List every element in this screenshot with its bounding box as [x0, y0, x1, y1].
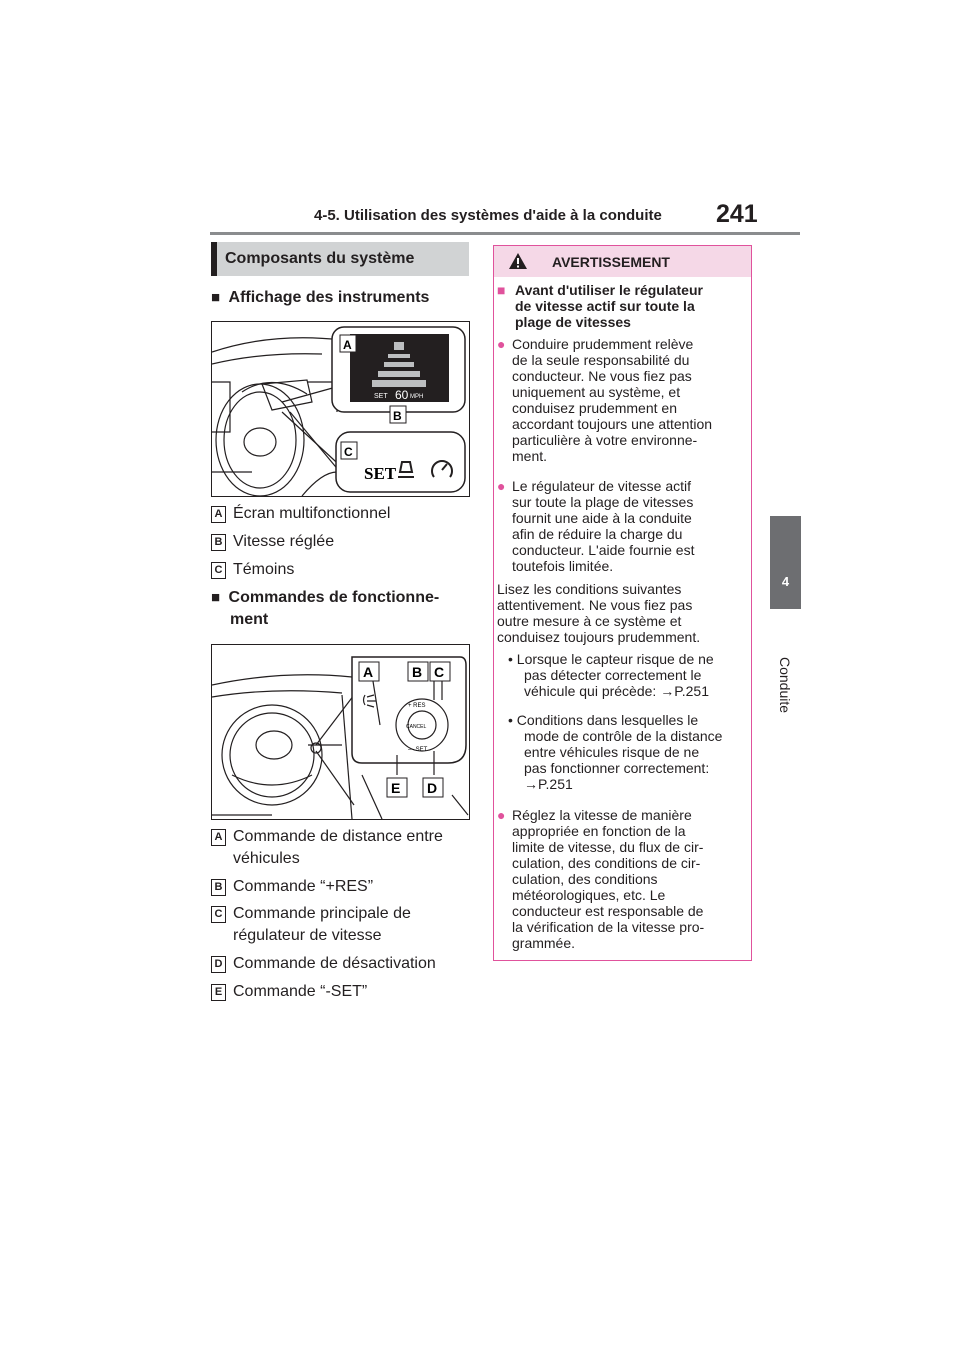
- text-line: de la seule responsabilité du: [512, 352, 690, 368]
- legend-item-text: [233, 903, 411, 947]
- warning-box: [493, 245, 752, 961]
- figure2-label-c: C: [434, 664, 445, 680]
- text-line: pas fonctionner correctement:: [524, 760, 710, 776]
- warning-subheading: [497, 282, 703, 330]
- section-heading: [211, 242, 469, 276]
- cancel-switch-text: CANCEL: [406, 724, 427, 730]
- legend-item: [211, 826, 471, 870]
- legend-item-label: A: [211, 506, 226, 523]
- text-line: conduisez toujours prudemment.: [497, 629, 701, 645]
- text-line: conducteur. L'aide fournie est: [512, 542, 695, 558]
- legend-item-text: [233, 826, 443, 870]
- warning-dot-item: [508, 712, 722, 792]
- figure1-label-c: C: [344, 445, 353, 459]
- figure1-label-a: A: [343, 338, 352, 352]
- legend-item: [211, 503, 471, 525]
- text-line: afin de réduire la charge du: [512, 526, 683, 542]
- chapter-section-title: 4-5. Utilisation des systèmes d'aide à la conduite: [314, 207, 662, 224]
- section-heading-bar: [211, 242, 217, 276]
- figure2-label-b: B: [412, 664, 423, 680]
- warning-paragraph: [497, 581, 700, 645]
- bullet-marker: ●: [497, 336, 506, 352]
- text-line: attentivement. Ne vous fiez pas: [497, 597, 693, 613]
- text-line: • Lorsque le capteur risque de ne: [508, 651, 714, 667]
- legend-item: [211, 876, 471, 898]
- text-line: Conduire prudemment relève: [512, 336, 694, 352]
- text-line: appropriée en fonction de la: [512, 823, 686, 839]
- text-line: Réglez la vitesse de manière: [512, 807, 692, 823]
- p251-link[interactable]: véhicule qui précède: →P.251: [524, 683, 709, 699]
- text-line: particulière à votre environne-: [512, 432, 698, 448]
- text-line: conduisez prudemment en: [512, 400, 677, 416]
- chapter-tab-label-text: Conduite: [777, 656, 793, 714]
- warning-bullet: [497, 478, 695, 574]
- text-line: la vérification de la vitesse pro-: [512, 919, 705, 935]
- warning-bullet-text: [512, 807, 704, 951]
- legend-item-label: B: [211, 534, 226, 551]
- bullet-marker: ●: [497, 807, 506, 823]
- legend-item: [211, 559, 471, 581]
- set-indicator-icon: SET: [364, 464, 397, 483]
- warning-subheading-text: [515, 282, 703, 330]
- set-switch-text: — SET: [408, 747, 428, 753]
- legend-item-text: Témoins: [233, 561, 295, 578]
- text-line: culation, des conditions: [512, 871, 658, 887]
- text-line: ment.: [512, 448, 548, 464]
- legend-item-label: E: [211, 984, 226, 1001]
- text-line: conducteur. Ne vous fiez pas: [512, 368, 692, 384]
- instruments-heading-text: Affichage des instruments: [228, 289, 430, 306]
- text-line: Le régulateur de vitesse actif: [512, 478, 691, 494]
- steering-controls-illustration: [212, 645, 469, 819]
- display-unit: MPH: [410, 394, 424, 400]
- legend-item-label: A: [211, 829, 226, 846]
- legend-item: [211, 953, 471, 975]
- chapter-tab[interactable]: [770, 516, 801, 609]
- legend-item-line: véhicules: [233, 850, 300, 867]
- legend-item-label: B: [211, 879, 226, 896]
- legend-item-line: Commande principale de: [233, 905, 411, 922]
- legend-item-text: Commande “-SET”: [233, 983, 368, 1000]
- display-set-text: SET: [374, 393, 388, 400]
- text-line: pas détecter correctement le: [524, 667, 702, 683]
- section-heading-text: Composants du système: [225, 250, 415, 267]
- text-line: plage de vitesses: [515, 314, 631, 330]
- heading-square-marker: ■: [211, 289, 221, 306]
- chapter-tab-number: 4: [781, 574, 790, 589]
- page-number: 241: [716, 200, 758, 228]
- instrument-display-figure: [211, 321, 470, 497]
- text-line: grammée.: [512, 935, 576, 951]
- text-line: Avant d'utiliser le régulateur: [515, 282, 703, 298]
- warning-bullet-text: [512, 478, 694, 574]
- legend-item: [211, 531, 471, 553]
- text-line: outre mesure à ce système et: [497, 613, 682, 629]
- legend-item: [211, 981, 471, 1003]
- legend-item-label: C: [211, 562, 226, 579]
- warning-bullet: [497, 336, 713, 464]
- p251-link[interactable]: →P.251: [524, 776, 573, 792]
- warning-bullet-text: [512, 336, 712, 464]
- res-switch-text: + RES: [408, 703, 426, 709]
- controls-heading-line1: Commandes de fonctionne-: [228, 589, 440, 606]
- text-line: Lisez les conditions suivantes: [497, 581, 682, 597]
- figure2-label-a: A: [363, 664, 374, 680]
- warning-title: AVERTISSEMENT: [552, 254, 670, 270]
- controls-figure: [211, 644, 470, 820]
- legend-item-label: D: [211, 956, 226, 973]
- text-line: sur toute la plage de vitesses: [512, 494, 694, 510]
- text-line: fournit une aide à la conduite: [512, 510, 692, 526]
- figure2-label-d: D: [427, 780, 438, 796]
- text-line: conducteur est responsable de: [512, 903, 704, 919]
- text-line: de vitesse actif sur toute la: [515, 298, 695, 314]
- text-line: culation, des conditions de cir-: [512, 855, 701, 871]
- warning-triangle-icon: [508, 252, 528, 270]
- warning-sub-marker: ■: [497, 282, 506, 298]
- warning-dot-item: [508, 651, 714, 699]
- text-line: météorologiques, etc. Le: [512, 887, 666, 903]
- bullet-marker: ●: [497, 478, 506, 494]
- legend-item-text: Vitesse réglée: [233, 533, 335, 550]
- legend-item-label: C: [211, 906, 226, 923]
- controls-heading: [211, 587, 471, 631]
- chapter-tab-label: [760, 645, 810, 725]
- text-line: entre véhicules risque de ne: [524, 744, 700, 760]
- text-line: toutefois limitée.: [512, 558, 614, 574]
- warning-header: [494, 246, 751, 277]
- legend-item: [211, 903, 471, 947]
- header-rule: [210, 232, 800, 235]
- text-line: accordant toujours une attention: [512, 416, 713, 432]
- legend-item-line: régulateur de vitesse: [233, 927, 382, 944]
- instruments-heading: [211, 287, 429, 309]
- instrument-panel-illustration: [212, 322, 469, 496]
- figure2-label-e: E: [391, 780, 401, 796]
- warning-bullet: [497, 807, 705, 951]
- text-line: limite de vitesse, du flux de cir-: [512, 839, 704, 855]
- display-speed: 60: [395, 388, 409, 402]
- legend-item-text: Commande “+RES”: [233, 878, 374, 895]
- controls-heading-line2: ment: [230, 611, 269, 628]
- legend-item-line: Commande de distance entre: [233, 828, 443, 845]
- text-line: mode de contrôle de la distance: [524, 728, 723, 744]
- legend-item-text: Écran multifonctionnel: [233, 505, 391, 522]
- text-line: uniquement au système, et: [512, 384, 681, 400]
- text-line: • Conditions dans lesquelles le: [508, 712, 699, 728]
- heading-square-marker: ■: [211, 589, 221, 606]
- figure1-label-b: B: [393, 409, 402, 423]
- legend-item-text: Commande de désactivation: [233, 955, 436, 972]
